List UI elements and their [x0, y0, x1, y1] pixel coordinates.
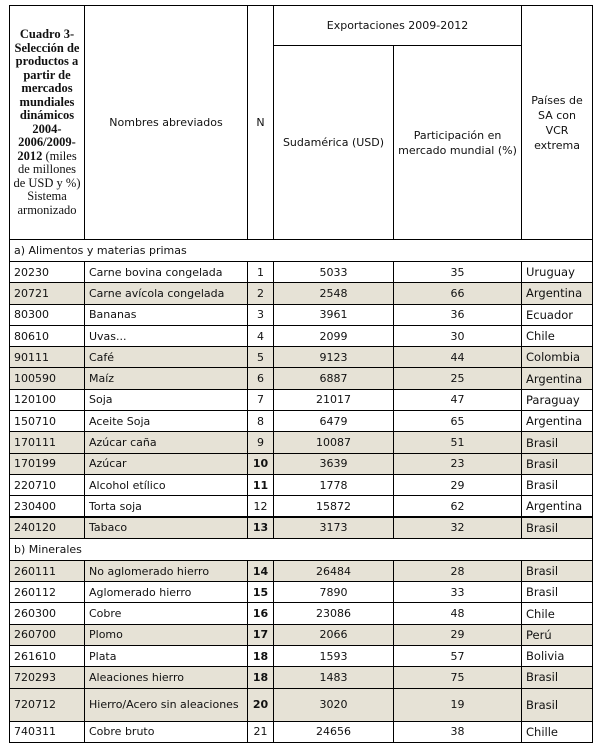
cell-country: Argentina [522, 283, 593, 304]
cell-n: 11 [248, 474, 274, 495]
cell-code: 80610 [10, 325, 85, 346]
cell-usd: 5033 [274, 262, 394, 283]
cell-usd: 10087 [274, 432, 394, 453]
table-row [10, 560, 593, 581]
cell-country: Brasil [522, 453, 593, 474]
cell-code: 261610 [10, 646, 85, 667]
col-header-exports: Exportaciones 2009-2012 [274, 6, 522, 46]
table-title-cell [10, 6, 85, 240]
cell-name: Azúcar [85, 453, 248, 474]
cell-usd: 15872 [274, 496, 394, 517]
cell-country: Argentina [522, 496, 593, 517]
cell-code: 260700 [10, 624, 85, 645]
table-row [10, 262, 593, 283]
cell-share: 29 [394, 624, 522, 645]
cell-usd: 2066 [274, 624, 394, 645]
cell-n: 18 [248, 667, 274, 688]
cell-share: 32 [394, 517, 522, 538]
table-row [10, 603, 593, 624]
cell-code: 260112 [10, 582, 85, 603]
cell-name: Soja [85, 389, 248, 410]
table-row [10, 368, 593, 389]
cell-name: Plomo [85, 624, 248, 645]
table-title-bold: Cuadro 3-Selección de productos a partir de mercados mundiales dinámicos 2004-2006/2009-2012 [14, 27, 80, 163]
table-row [10, 283, 593, 304]
cell-n: 4 [248, 325, 274, 346]
cell-n: 20 [248, 688, 274, 721]
col-header-sudamerica: Sudamérica (USD) [274, 46, 394, 240]
cell-usd: 23086 [274, 603, 394, 624]
cell-country: Chile [522, 325, 593, 346]
section-label: b) Minerales [10, 538, 593, 560]
cell-country: Bolivia [522, 646, 593, 667]
cell-country: Brasil [522, 517, 593, 538]
cell-code: 20721 [10, 283, 85, 304]
cell-n: 8 [248, 411, 274, 432]
table-row [10, 411, 593, 432]
cell-name: Tabaco [85, 517, 248, 538]
cell-n: 18 [248, 646, 274, 667]
cell-code: 720293 [10, 667, 85, 688]
table-body [10, 240, 593, 743]
cell-code: 90111 [10, 347, 85, 368]
cell-code: 170111 [10, 432, 85, 453]
cell-share: 28 [394, 560, 522, 581]
cell-n: 16 [248, 603, 274, 624]
cell-share: 29 [394, 474, 522, 495]
cell-code: 260300 [10, 603, 85, 624]
products-table [9, 5, 593, 743]
table-row [10, 453, 593, 474]
col-header-names: Nombres abreviados [85, 6, 248, 240]
cell-usd: 3639 [274, 453, 394, 474]
cell-usd: 1593 [274, 646, 394, 667]
cell-name: Torta soja [85, 496, 248, 517]
cell-name: Bananas [85, 304, 248, 325]
cell-n: 5 [248, 347, 274, 368]
section-row [10, 538, 593, 560]
cell-name: Cobre bruto [85, 721, 248, 742]
cell-country: Argentina [522, 368, 593, 389]
cell-country: Ecuador [522, 304, 593, 325]
cell-country: Brasil [522, 474, 593, 495]
cell-share: 48 [394, 603, 522, 624]
table-row [10, 646, 593, 667]
cell-country: Chille [522, 721, 593, 742]
cell-share: 19 [394, 688, 522, 721]
cell-share: 75 [394, 667, 522, 688]
cell-usd: 2548 [274, 283, 394, 304]
cell-usd: 3961 [274, 304, 394, 325]
cell-share: 65 [394, 411, 522, 432]
table-row [10, 582, 593, 603]
cell-country: Chile [522, 603, 593, 624]
cell-usd: 6887 [274, 368, 394, 389]
table-row [10, 496, 593, 517]
col-header-n: N [248, 6, 274, 240]
cell-name: Aleaciones hierro [85, 667, 248, 688]
cell-name: Carne bovina congelada [85, 262, 248, 283]
cell-n: 21 [248, 721, 274, 742]
cell-code: 80300 [10, 304, 85, 325]
cell-code: 240120 [10, 517, 85, 538]
table-row [10, 432, 593, 453]
cell-code: 230400 [10, 496, 85, 517]
cell-share: 33 [394, 582, 522, 603]
col-header-share: Participación en mercado mundial (%) [394, 46, 522, 240]
table-row [10, 624, 593, 645]
cell-n: 7 [248, 389, 274, 410]
cell-name: Uvas... [85, 325, 248, 346]
cell-code: 740311 [10, 721, 85, 742]
cell-usd: 21017 [274, 389, 394, 410]
cell-share: 30 [394, 325, 522, 346]
cell-n: 6 [248, 368, 274, 389]
cell-share: 35 [394, 262, 522, 283]
cell-code: 220710 [10, 474, 85, 495]
table-row [10, 389, 593, 410]
table-row [10, 517, 593, 538]
cell-name: Aglomerado hierro [85, 582, 248, 603]
cell-share: 62 [394, 496, 522, 517]
cell-usd: 7890 [274, 582, 394, 603]
cell-usd: 2099 [274, 325, 394, 346]
cell-name: Plata [85, 646, 248, 667]
cell-share: 36 [394, 304, 522, 325]
cell-usd: 9123 [274, 347, 394, 368]
cell-n: 10 [248, 453, 274, 474]
cell-name: No aglomerado hierro [85, 560, 248, 581]
cell-usd: 3020 [274, 688, 394, 721]
cell-country: Colombia [522, 347, 593, 368]
cell-country: Perú [522, 624, 593, 645]
cell-usd: 1778 [274, 474, 394, 495]
table-row [10, 304, 593, 325]
cell-name: Carne avícola congelada [85, 283, 248, 304]
cell-code: 170199 [10, 453, 85, 474]
cell-n: 15 [248, 582, 274, 603]
table-row [10, 667, 593, 688]
cell-code: 120100 [10, 389, 85, 410]
section-label: a) Alimentos y materias primas [10, 240, 593, 262]
cell-country: Paraguay [522, 389, 593, 410]
cell-share: 66 [394, 283, 522, 304]
cell-code: 260111 [10, 560, 85, 581]
cell-usd: 26484 [274, 560, 394, 581]
cell-share: 23 [394, 453, 522, 474]
cell-name: Alcohol etílico [85, 474, 248, 495]
col-header-countries: Países de SA con VCR extrema [522, 6, 593, 240]
cell-n: 13 [248, 517, 274, 538]
table-row [10, 325, 593, 346]
cell-share: 25 [394, 368, 522, 389]
section-row [10, 240, 593, 262]
cell-country: Brasil [522, 560, 593, 581]
cell-name: Cobre [85, 603, 248, 624]
cell-share: 47 [394, 389, 522, 410]
cell-country: Brasil [522, 582, 593, 603]
cell-country: Brasil [522, 667, 593, 688]
cell-share: 44 [394, 347, 522, 368]
cell-code: 150710 [10, 411, 85, 432]
cell-code: 20230 [10, 262, 85, 283]
cell-share: 38 [394, 721, 522, 742]
cell-n: 2 [248, 283, 274, 304]
table-row [10, 721, 593, 742]
cell-name: Hierro/Acero sin aleaciones [85, 688, 248, 721]
cell-code: 720712 [10, 688, 85, 721]
cell-usd: 3173 [274, 517, 394, 538]
cell-n: 1 [248, 262, 274, 283]
cell-name: Café [85, 347, 248, 368]
cell-share: 51 [394, 432, 522, 453]
table-row [10, 474, 593, 495]
table-title-normal: (miles de millones de USD y %) Sistema armonizado [13, 148, 81, 217]
cell-n: 9 [248, 432, 274, 453]
cell-usd: 6479 [274, 411, 394, 432]
cell-usd: 1483 [274, 667, 394, 688]
cell-n: 17 [248, 624, 274, 645]
cell-name: Maíz [85, 368, 248, 389]
cell-name: Aceite Soja [85, 411, 248, 432]
cell-country: Brasil [522, 688, 593, 721]
table-row [10, 688, 593, 721]
cell-country: Brasil [522, 432, 593, 453]
table-row [10, 347, 593, 368]
cell-usd: 24656 [274, 721, 394, 742]
cell-share: 57 [394, 646, 522, 667]
cell-n: 14 [248, 560, 274, 581]
cell-country: Uruguay [522, 262, 593, 283]
cell-country: Argentina [522, 411, 593, 432]
cell-n: 12 [248, 496, 274, 517]
cell-name: Azúcar caña [85, 432, 248, 453]
cell-code: 100590 [10, 368, 85, 389]
cell-n: 3 [248, 304, 274, 325]
